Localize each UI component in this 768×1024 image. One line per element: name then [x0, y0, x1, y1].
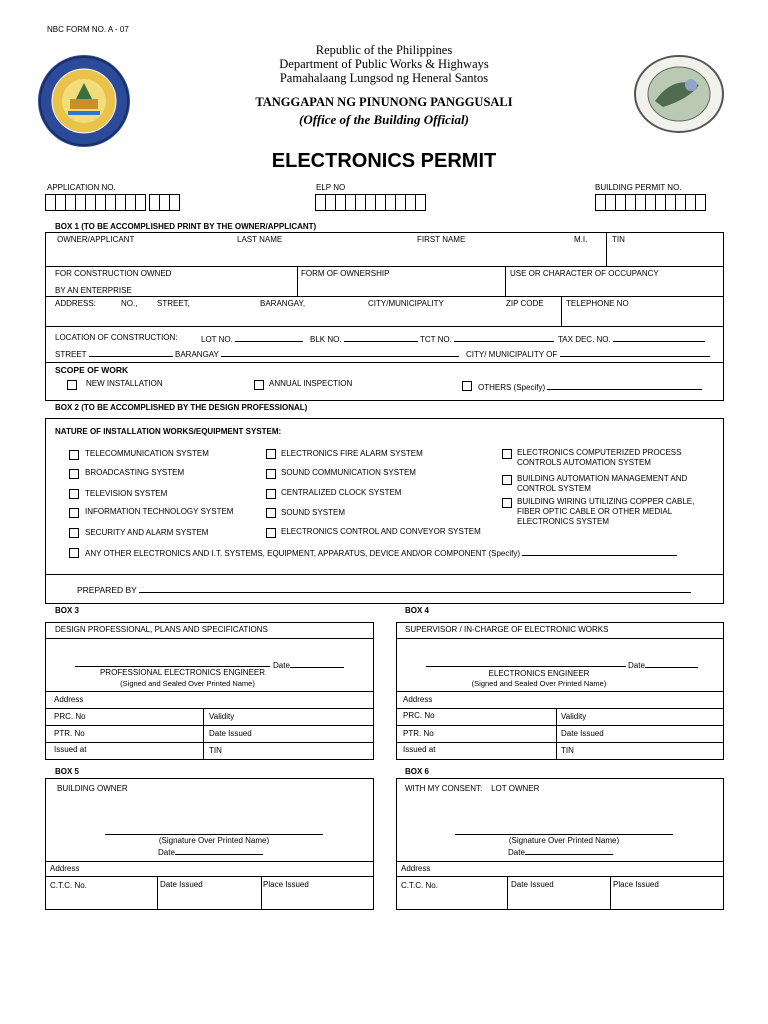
- lot-no-label: LOT NO.: [201, 335, 233, 344]
- system-option-13-line1: BUILDING WIRING UTILIZING COPPER CABLE,: [517, 497, 695, 506]
- use-character-label: USE OR CHARACTER OF OCCUPANCY: [510, 269, 659, 278]
- city-label: CITY/MUNICIPALITY: [368, 299, 444, 308]
- tct-no-label: TCT NO.: [420, 335, 452, 344]
- box3-date-issued-label: Date Issued: [209, 729, 252, 738]
- office-english: (Office of the Building Official): [299, 112, 469, 127]
- broadcasting-checkbox[interactable]: [69, 469, 79, 479]
- box3-tin-label: TIN: [209, 746, 222, 755]
- form-of-ownership-label: FORM OF OWNERSHIP: [301, 269, 390, 278]
- blk-no-field[interactable]: [310, 333, 418, 345]
- system-option-2: BROADCASTING SYSTEM: [85, 468, 185, 477]
- location-label: LOCATION OF CONSTRUCTION:: [55, 333, 178, 342]
- application-no-label: APPLICATION NO.: [47, 183, 116, 192]
- box3-signed: (Signed and Sealed Over Printed Name): [120, 679, 255, 688]
- box4-heading: SUPERVISOR / IN-CHARGE OF ELECTRONIC WORKS: [405, 625, 609, 634]
- last-name-label: LAST NAME: [237, 235, 283, 244]
- computerized-process-checkbox[interactable]: [502, 449, 512, 459]
- box3-heading: DESIGN PROFESSIONAL, PLANS AND SPECIFICATIONS: [55, 625, 268, 634]
- for-construction-label: FOR CONSTRUCTION OWNED: [55, 269, 172, 278]
- no-label: NO.,: [121, 299, 138, 308]
- telecommunication-checkbox[interactable]: [69, 450, 79, 460]
- box4-label: BOX 4: [405, 606, 430, 615]
- elp-no-field[interactable]: [315, 194, 425, 211]
- box6-date-field[interactable]: [508, 846, 613, 858]
- barangay-label: BARANGAY,: [260, 299, 306, 308]
- first-name-label: FIRST NAME: [417, 235, 466, 244]
- box3-signature-line[interactable]: [75, 666, 270, 667]
- system-option-13-line3: ELECTRONICS SYSTEM: [517, 517, 610, 526]
- mi-label: M.I.: [574, 235, 588, 244]
- prepared-by-label: PREPARED BY: [77, 585, 137, 595]
- box6-date-label: Date: [508, 848, 525, 857]
- address-label: ADDRESS:: [55, 299, 96, 308]
- system-option-6: ELECTRONICS FIRE ALARM SYSTEM: [281, 449, 423, 458]
- box4-tin-label: TIN: [561, 746, 574, 755]
- box2-heading: BOX 2 (TO BE ACCOMPLISHED BY THE DESIGN PROFESSIONAL): [55, 403, 308, 412]
- street-label: STREET,: [157, 299, 190, 308]
- box5-label: BOX 5: [55, 767, 80, 776]
- street2-field[interactable]: [55, 348, 173, 360]
- any-other-checkbox[interactable]: [69, 548, 79, 558]
- box3-prc-label: PRC. No: [54, 712, 86, 721]
- box3-issued-at-label: Issued at: [54, 745, 87, 754]
- box6-place-issued-label: Place Issued: [613, 880, 659, 889]
- new-installation-checkbox[interactable]: [67, 380, 77, 390]
- box4-signature-line[interactable]: [426, 666, 626, 667]
- box5-heading: BUILDING OWNER: [57, 784, 128, 793]
- new-installation-label: NEW INSTALLATION: [86, 379, 163, 388]
- header-dpwh: Department of Public Works & Highways: [279, 57, 489, 71]
- header-republic: Republic of the Philippines: [315, 43, 453, 57]
- tax-dec-label: TAX DEC. NO.: [558, 335, 611, 344]
- system-option-5: SECURITY AND ALARM SYSTEM: [85, 528, 209, 537]
- owner-applicant-label: OWNER/APPLICANT: [57, 235, 135, 244]
- box5-place-issued-label: Place Issued: [263, 880, 309, 889]
- zip-label: ZIP CODE: [506, 299, 544, 308]
- box5-date-issued-label: Date Issued: [160, 880, 203, 889]
- fire-alarm-checkbox[interactable]: [266, 449, 276, 459]
- building-permit-no-field[interactable]: [595, 194, 705, 211]
- any-other-label: ANY OTHER ELECTRONICS AND I.T. SYSTEMS, EQUIPMENT, APPARATUS, DEVICE AND/OR COMPONENT (Specify): [85, 549, 521, 558]
- system-option-11-line2: CONTROLS AUTOMATION SYSTEM: [517, 458, 651, 467]
- tct-no-field[interactable]: [420, 333, 554, 345]
- scope-heading: SCOPE OF WORK: [55, 365, 129, 375]
- box3-ptr-label: PTR. No: [54, 729, 85, 738]
- box6-signature-line[interactable]: [455, 834, 673, 835]
- box6-signature-label: (Signature Over Printed Name): [508, 836, 620, 845]
- system-option-8: CENTRALIZED CLOCK SYSTEM: [281, 488, 402, 497]
- building-wiring-checkbox[interactable]: [502, 498, 512, 508]
- by-enterprise-label: BY AN ENTERPRISE: [55, 286, 132, 295]
- box4-issued-at-label: Issued at: [403, 745, 436, 754]
- system-option-12-line1: BUILDING AUTOMATION MANAGEMENT AND: [517, 474, 688, 483]
- box6-address-label: Address: [401, 864, 431, 873]
- system-option-3: TELEVISION SYSTEM: [85, 489, 168, 498]
- box6-ctc-label: C.T.C. No.: [401, 881, 438, 890]
- box3-date-label: Date: [273, 661, 290, 670]
- box6-heading: WITH MY CONSENT: LOT OWNER: [405, 784, 540, 793]
- others-checkbox[interactable]: [462, 381, 472, 391]
- box3-validity-label: Validity: [209, 712, 235, 721]
- tin-label: TIN: [612, 235, 625, 244]
- sound-system-checkbox[interactable]: [266, 508, 276, 518]
- system-option-1: TELECOMMUNICATION SYSTEM: [85, 449, 209, 458]
- office-tagalog: TANGGAPAN NG PINUNONG PANGGUSALI: [255, 95, 513, 109]
- any-other-field[interactable]: [85, 547, 677, 559]
- control-conveyor-checkbox[interactable]: [266, 528, 276, 538]
- application-no-field[interactable]: [45, 194, 179, 211]
- system-option-13-line2: FIBER OPTIC CABLE OR OTHER MEDIAL: [517, 507, 673, 516]
- box3-engineer: PROFESSIONAL ELECTRONICS ENGINEER: [99, 668, 266, 677]
- box5-date-label: Date: [158, 848, 175, 857]
- city2-field[interactable]: [466, 348, 710, 360]
- box5-signature-label: (Signature Over Printed Name): [158, 836, 270, 845]
- building-permit-no-label: BUILDING PERMIT NO.: [595, 183, 682, 192]
- box4-date-issued-label: Date Issued: [561, 729, 604, 738]
- box1-heading: BOX 1 (TO BE ACCOMPLISHED PRINT BY THE OWNER/APPLICANT): [55, 222, 317, 231]
- barangay2-label: BARANGAY: [175, 350, 219, 359]
- header-city: Pamahalaang Lungsod ng Heneral Santos: [279, 71, 489, 85]
- box4-signed: (Signed and Sealed Over Printed Name): [471, 679, 607, 688]
- annual-inspection-checkbox[interactable]: [254, 380, 264, 390]
- barangay2-field[interactable]: [175, 348, 459, 360]
- box5-signature-line[interactable]: [105, 834, 323, 835]
- box6-label: BOX 6: [405, 767, 430, 776]
- box4-ptr-label: PTR. No: [403, 729, 434, 738]
- centralized-clock-checkbox[interactable]: [266, 489, 276, 499]
- box6-date-issued-label: Date Issued: [511, 880, 554, 889]
- elp-no-label: ELP NO: [316, 183, 346, 192]
- annual-inspection-label: ANNUAL INSPECTION: [269, 379, 353, 388]
- others-label: OTHERS (Specify): [478, 383, 546, 392]
- box3-label: BOX 3: [55, 606, 80, 615]
- system-option-4: INFORMATION TECHNOLOGY SYSTEM: [85, 507, 234, 516]
- box5-ctc-label: C.T.C. No.: [50, 881, 87, 890]
- system-option-10: ELECTRONICS CONTROL AND CONVEYOR SYSTEM: [281, 527, 481, 536]
- information-technology-checkbox[interactable]: [69, 508, 79, 518]
- tax-dec-field[interactable]: [558, 333, 705, 345]
- television-checkbox[interactable]: [69, 489, 79, 499]
- building-automation-checkbox[interactable]: [502, 475, 512, 485]
- others-field[interactable]: [478, 381, 702, 393]
- nature-heading: NATURE OF INSTALLATION WORKS/EQUIPMENT SYSTEM:: [55, 427, 282, 436]
- telephone-label: TELEPHONE NO: [566, 299, 629, 308]
- system-option-9: SOUND SYSTEM: [281, 508, 346, 517]
- box4-engineer: ELECTRONICS ENGINEER: [488, 669, 590, 678]
- sound-communication-checkbox[interactable]: [266, 469, 276, 479]
- box4-date-label: Date: [628, 661, 645, 670]
- system-option-12-line2: CONTROL SYSTEM: [517, 484, 591, 493]
- page-title: ELECTRONICS PERMIT: [271, 150, 497, 172]
- city2-label: CITY/ MUNICIPALITY OF: [466, 350, 558, 359]
- security-alarm-checkbox[interactable]: [69, 528, 79, 538]
- box4-prc-label: PRC. No: [403, 711, 435, 720]
- system-option-11-line1: ELECTRONICS COMPUTERIZED PROCESS: [517, 448, 682, 457]
- prepared-by-field[interactable]: [77, 584, 691, 595]
- system-option-7: SOUND COMMUNICATION SYSTEM: [281, 468, 416, 477]
- box3-address-label: Address: [54, 695, 84, 704]
- box5-address-label: Address: [50, 864, 80, 873]
- blk-no-label: BLK NO.: [310, 335, 342, 344]
- lot-no-field[interactable]: [201, 333, 303, 345]
- box1-frame: [45, 232, 724, 401]
- box5-date-field[interactable]: [158, 846, 263, 858]
- form-number: NBC FORM NO. A - 07: [47, 25, 129, 34]
- street2-label: STREET: [55, 350, 87, 359]
- box4-address-label: Address: [403, 695, 433, 704]
- box4-validity-label: Validity: [561, 712, 587, 721]
